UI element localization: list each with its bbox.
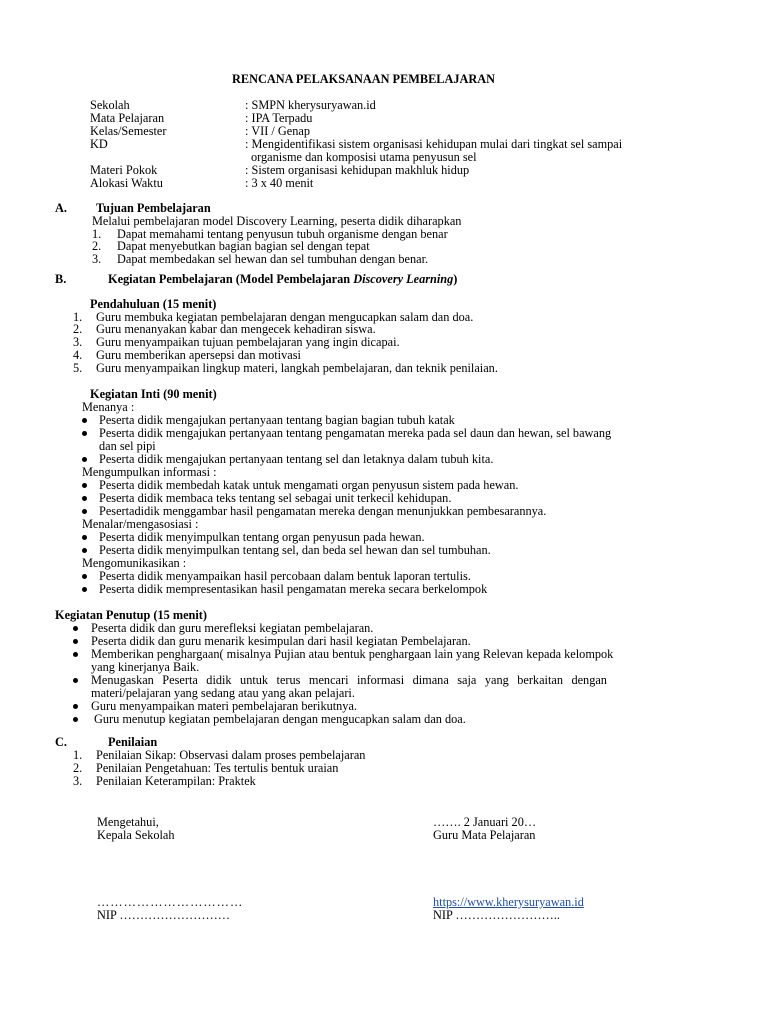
- signature-principal-nip: NIP ………………………: [97, 908, 231, 922]
- section-c-letter: C.: [55, 735, 67, 749]
- list-num: 3.: [73, 335, 83, 349]
- section-a-letter: A.: [55, 201, 67, 215]
- list-num: 2.: [73, 761, 83, 775]
- section-b-title-post: ): [453, 272, 458, 286]
- list-item: Peserta didik menyimpulkan tentang organ penyusun pada hewan.: [99, 530, 425, 544]
- list-num: 1.: [73, 748, 83, 762]
- list-item: Guru menyampaikan lingkup materi, langkah pembelajaran, dan teknik penilaian.: [96, 361, 498, 375]
- list-num: 2.: [92, 239, 102, 253]
- bullet-icon: [73, 639, 78, 644]
- list-item: Guru memberikan apersepsi dan motivasi: [96, 348, 301, 362]
- list-item: Dapat menyebutkan bagian bagian sel dengan tepat: [117, 239, 370, 253]
- identity-label-subject: Mata Pelajaran: [90, 111, 165, 125]
- identity-value-time: : 3 x 40 menit: [245, 176, 314, 190]
- bullet-icon: [82, 587, 87, 592]
- list-item: Penilaian Keterampilan: Praktek: [96, 774, 256, 788]
- section-b-title: [108, 273, 457, 285]
- list-num: 1.: [73, 310, 83, 324]
- document-title: RENCANA PELAKSANAAN PEMBELAJARAN: [232, 72, 496, 86]
- list-num: 3.: [92, 252, 102, 266]
- signature-acknowledge: Mengetahui,: [97, 815, 159, 829]
- mengomunikasikan-label: Mengomunikasikan :: [82, 556, 187, 570]
- pendahuluan-title: Pendahuluan (15 menit): [90, 297, 217, 311]
- section-a-title: Tujuan Pembelajaran: [96, 201, 211, 215]
- list-num: 1.: [92, 227, 102, 241]
- signature-teacher-nip: NIP ……………………..: [433, 908, 560, 922]
- bullet-icon: [73, 678, 78, 683]
- bullet-icon: [82, 457, 87, 462]
- signature-principal-role: Kepala Sekolah: [97, 828, 175, 842]
- list-item: Guru membuka kegiatan pembelajaran dengan mengucapkan salam dan doa.: [96, 310, 474, 324]
- list-item: Pesertadidik menggambar hasil pengamatan mereka dengan menunjukkan pembesarannya.: [99, 504, 547, 518]
- bullet-icon: [73, 652, 78, 657]
- bullet-icon: [82, 418, 87, 423]
- bullet-icon: [82, 574, 87, 579]
- list-item: Peserta didik mengajukan pertanyaan tentang pengamatan mereka pada sel daun dan hewan, sel bawang: [99, 426, 612, 440]
- list-item: Guru menyampaikan materi pembelajaran berikutnya.: [91, 699, 357, 713]
- identity-label-school: Sekolah: [90, 98, 130, 112]
- list-item: Memberikan penghargaan( misalnya Pujian atau bentuk penghargaan lain yang Relevan kepada kelompok: [91, 647, 614, 661]
- bullet-icon: [73, 626, 78, 631]
- penutup-title: Kegiatan Penutup (15 menit): [55, 608, 207, 622]
- list-item: Peserta didik dan guru merefleksi kegiatan pembelajaran.: [91, 621, 374, 635]
- menalar-label: Menalar/mengasosiasi :: [82, 517, 199, 531]
- list-item: Menugaskan Peserta didik untuk terus mencari informasi dimana saja yang berkaitan dengan: [91, 673, 607, 687]
- identity-value-school: : SMPN kherysuryawan.id: [245, 98, 376, 112]
- identity-label-time: Alokasi Waktu: [90, 176, 163, 190]
- bullet-icon: [73, 717, 78, 722]
- list-item: Penilaian Sikap: Observasi dalam proses pembelajaran: [96, 748, 366, 762]
- list-num: 4.: [73, 348, 83, 362]
- section-b-title-em: Discovery Learning: [353, 272, 454, 286]
- signature-date: ……. 2 Januari 20…: [433, 815, 537, 829]
- list-item: Dapat memahami tentang penyusun tubuh organisme dengan benar: [117, 227, 448, 241]
- list-item: Dapat membedakan sel hewan dan sel tumbuhan dengan benar.: [117, 252, 429, 266]
- list-item: Peserta didik mengajukan pertanyaan tentang bagian bagian tubuh katak: [99, 413, 455, 427]
- identity-label-topic: Materi Pokok: [90, 163, 158, 177]
- list-item: Peserta didik menyimpulkan tentang sel, dan beda sel hewan dan sel tumbuhan.: [99, 543, 491, 557]
- signature-principal-name: ……………………………: [97, 895, 244, 909]
- signature-website-link[interactable]: https://www.kherysuryawan.id: [433, 895, 584, 909]
- list-item: Guru menutup kegiatan pembelajaran dengan mengucapkan salam dan doa.: [94, 712, 466, 726]
- list-item: Peserta didik mengajukan pertanyaan tentang sel dan letaknya dalam tubuh kita.: [99, 452, 494, 466]
- bullet-icon: [82, 483, 87, 488]
- list-item: Peserta didik dan guru menarik kesimpulan dari hasil kegiatan Pembelajaran.: [91, 634, 471, 648]
- identity-value-topic: : Sistem organisasi kehidupan makhluk hidup: [245, 163, 470, 177]
- list-item: Guru menanyakan kabar dan mengecek kehadiran siswa.: [96, 322, 376, 336]
- identity-value-class: : VII / Genap: [245, 124, 310, 138]
- mengumpulkan-label: Mengumpulkan informasi :: [82, 465, 217, 479]
- bullet-icon: [82, 509, 87, 514]
- list-item: dan sel pipi: [99, 439, 156, 453]
- bullet-icon: [82, 431, 87, 436]
- list-item: Peserta didik menyampaikan hasil percobaan dalam bentuk laporan tertulis.: [99, 569, 471, 583]
- menanya-label: Menanya :: [82, 400, 135, 414]
- bullet-icon: [82, 535, 87, 540]
- identity-value-kd-cont: organisme dan komposisi utama penyusun sel: [251, 150, 477, 164]
- inti-title: Kegiatan Inti (90 menit): [90, 387, 217, 401]
- list-num: 2.: [73, 322, 83, 336]
- bullet-icon: [82, 496, 87, 501]
- identity-label-class: Kelas/Semester: [90, 124, 167, 138]
- signature-teacher-role: Guru Mata Pelajaran: [433, 828, 536, 842]
- list-item: Peserta didik membedah katak untuk mengamati organ penyusun sistem pada hewan.: [99, 478, 519, 492]
- bullet-icon: [82, 548, 87, 553]
- bullet-icon: [73, 704, 78, 709]
- section-b-letter: B.: [55, 272, 67, 286]
- section-a-intro: Melalui pembelajaran model Discovery Learning, peserta didik diharapkan: [92, 214, 462, 228]
- section-c-title: Penilaian: [108, 735, 158, 749]
- list-item: Guru menyampaikan tujuan pembelajaran yang ingin dicapai.: [96, 335, 400, 349]
- list-item: Penilaian Pengetahuan: Tes tertulis bentuk uraian: [96, 761, 339, 775]
- list-item: materi/pelajaran yang sedang atau yang akan pelajari.: [91, 686, 355, 700]
- list-num: 3.: [73, 774, 83, 788]
- list-item: Peserta didik membaca teks tentang sel sebagai unit terkecil kehidupan.: [99, 491, 452, 505]
- list-num: 5.: [73, 361, 83, 375]
- list-item: Peserta didik mempresentasikan hasil pengamatan mereka secara berkelompok: [99, 582, 488, 596]
- section-b-title-pre: Kegiatan Pembelajaran (Model Pembelajaran: [108, 272, 354, 286]
- list-item: yang kinerjanya Baik.: [91, 660, 200, 674]
- identity-value-subject: : IPA Terpadu: [245, 111, 313, 125]
- identity-value-kd: : Mengidentifikasi sistem organisasi kehidupan mulai dari tingkat sel sampai: [245, 137, 623, 151]
- identity-label-kd: KD: [90, 137, 108, 151]
